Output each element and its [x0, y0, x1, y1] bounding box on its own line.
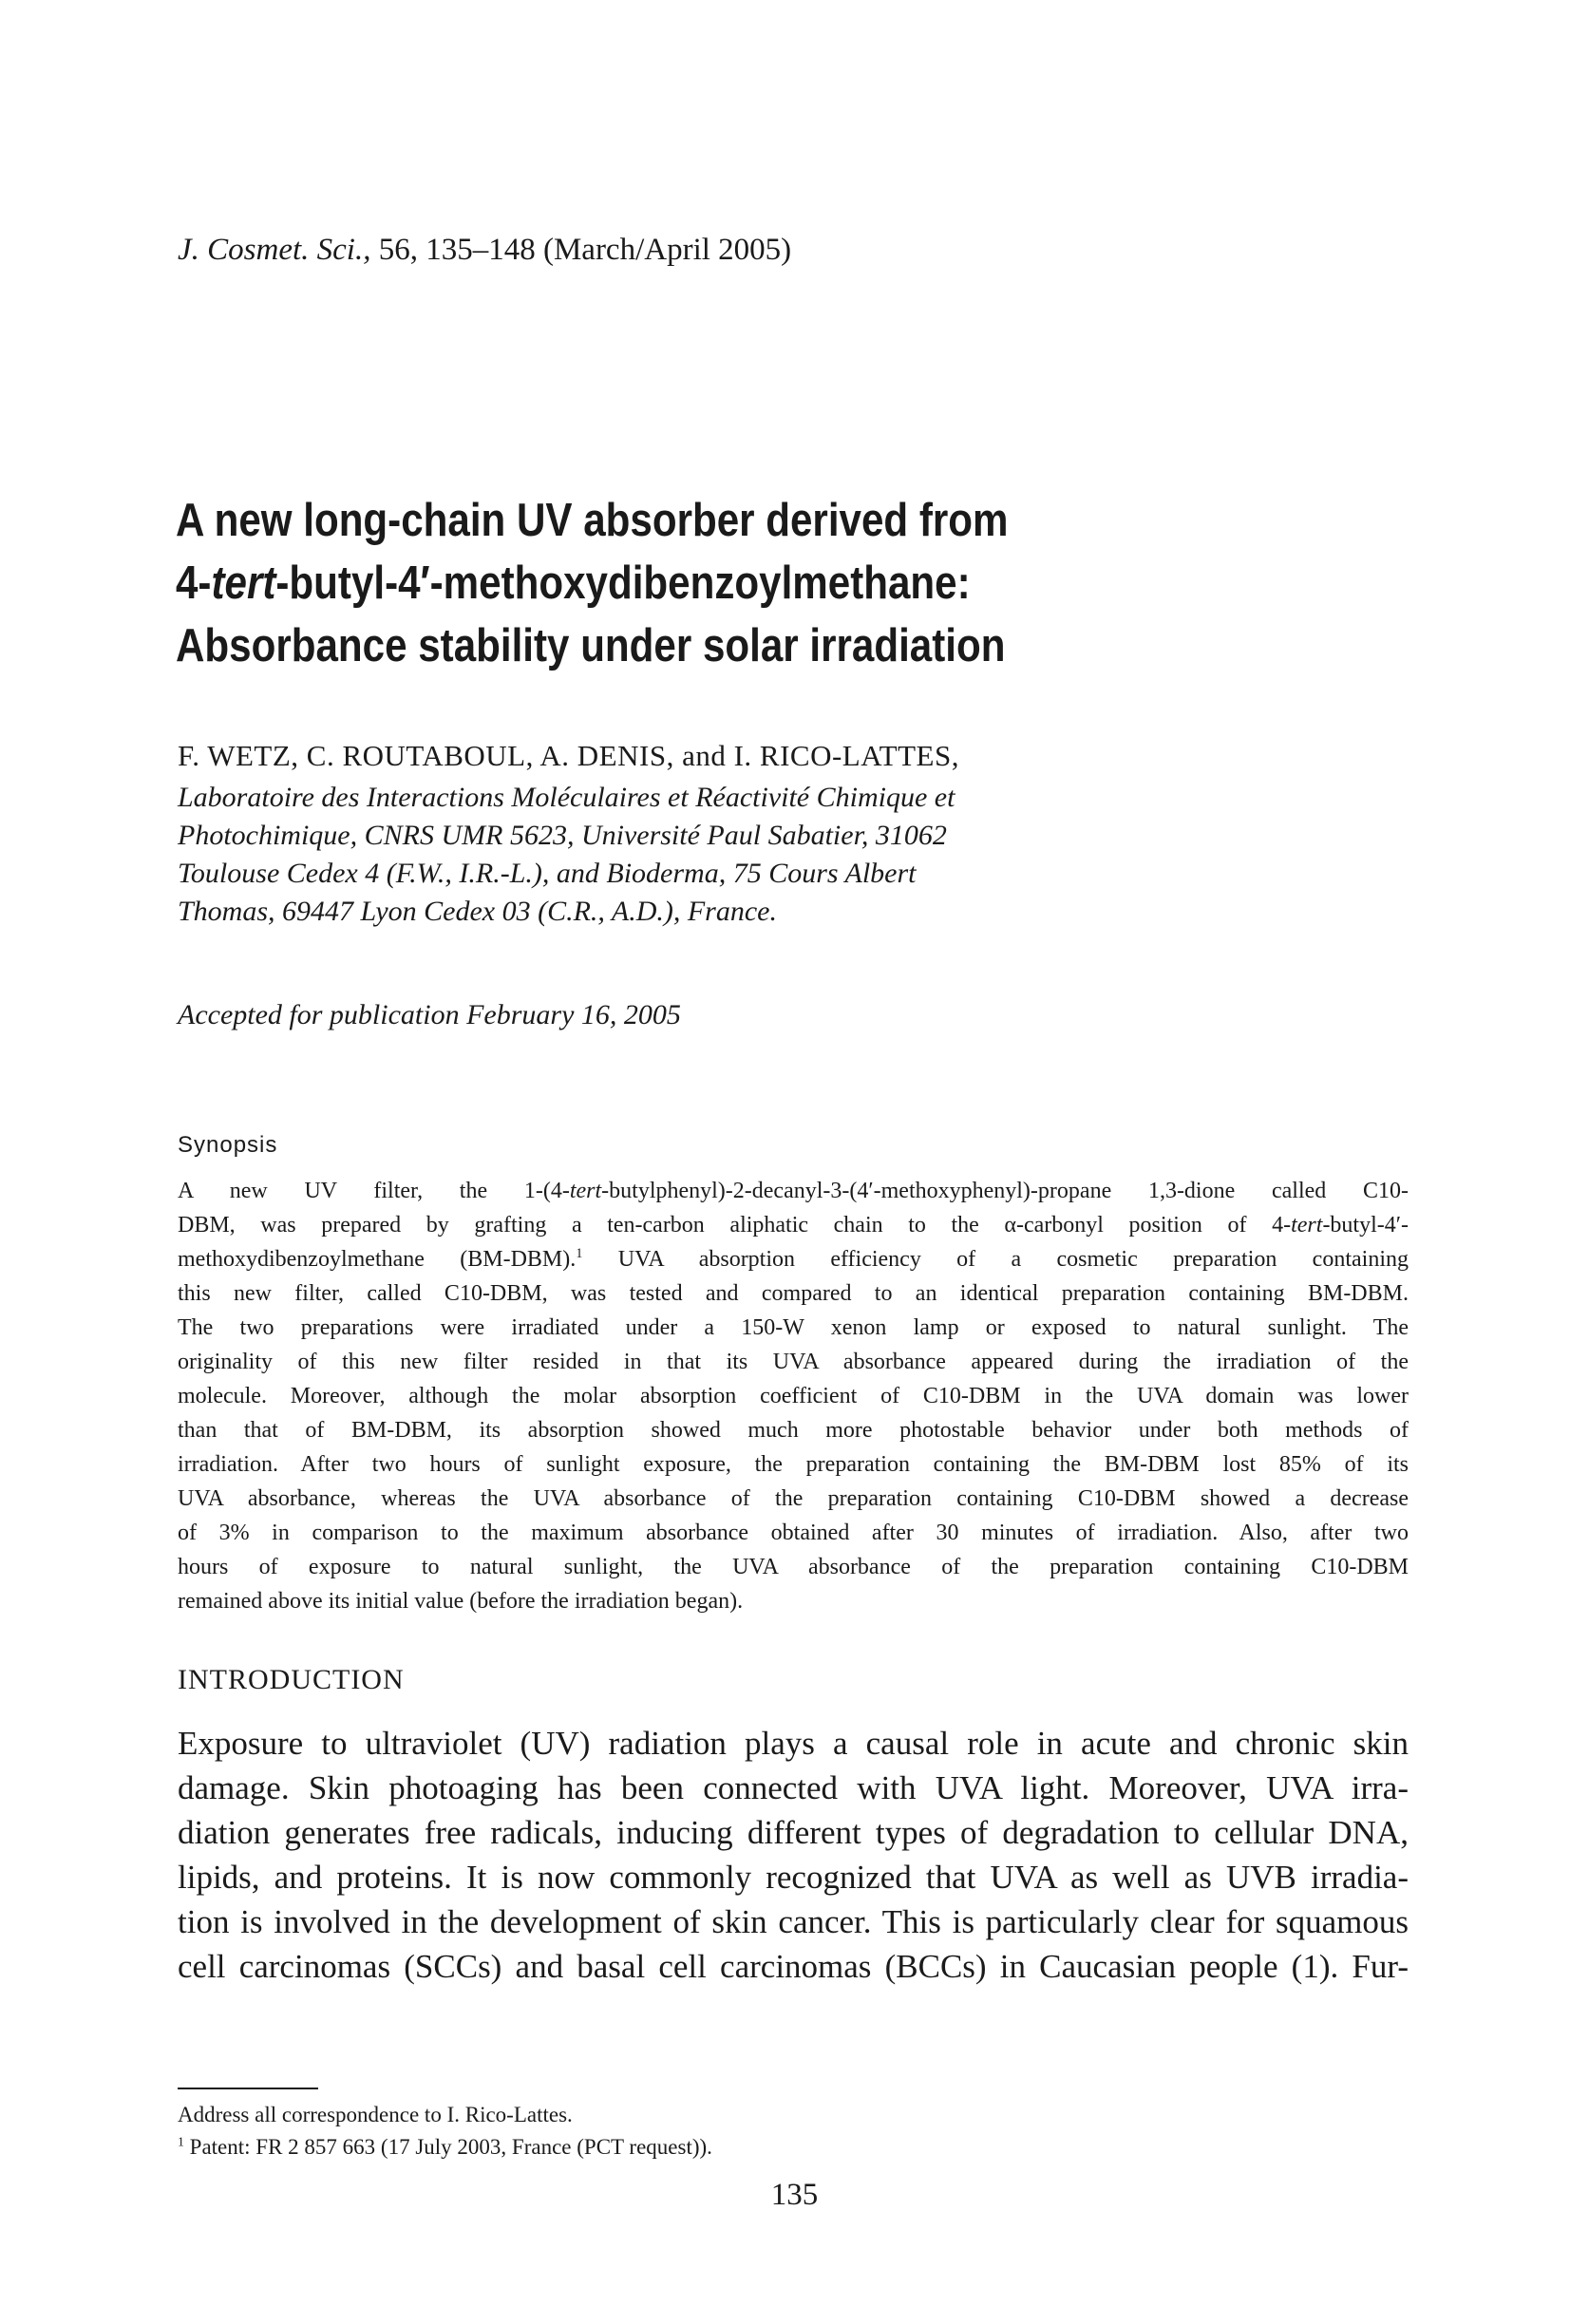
synopsis-text	[178, 1174, 1409, 1618]
section-heading-introduction: INTRODUCTION	[178, 1664, 405, 1695]
journal-pages-date: 135–148 (March/April 2005)	[426, 233, 792, 267]
title-tert: tert	[211, 557, 276, 609]
synopsis-line: The two preparations were irradiated under a 150-W xenon lamp or exposed to natural sunlight. The	[178, 1315, 1409, 1340]
intro-line: Exposure to ultraviolet (UV) radiation plays a causal role in acute and chronic skin	[178, 1725, 1409, 1762]
journal-reference	[178, 233, 791, 268]
synopsis-line: DBM, was prepared by grafting a ten-carbon aliphatic chain to the α-carbonyl position of 4-tert-butyl-4′-	[178, 1213, 1409, 1238]
title-line-1: A new long-chain UV absorber derived from	[176, 495, 1009, 546]
footnote-divider	[178, 2088, 318, 2089]
title-suffix: -butyl-4′-methoxydibenzoylmethane:	[275, 557, 971, 609]
synopsis-line: hours of exposure to natural sunlight, the UVA absorbance of the preparation containing C10-DBM	[178, 1555, 1409, 1579]
affiliation-line: Thomas, 69447 Lyon Cedex 03 (C.R., A.D.), France.	[178, 896, 777, 927]
synopsis-line: irradiation. After two hours of sunlight exposure, the preparation containing the BM-DBM lost 85% of its	[178, 1452, 1409, 1477]
title-prefix: 4-	[176, 557, 212, 609]
synopsis-line: than that of BM-DBM, its absorption showed much more photostable behavior under both methods of	[178, 1418, 1409, 1443]
footnote-ref: 1	[576, 1246, 583, 1261]
footnote-marker: 1	[178, 2134, 184, 2149]
footnote-1	[178, 2131, 712, 2163]
intro-line: diation generates free radicals, inducing different types of degradation to cellular DNA,	[178, 1814, 1409, 1851]
affiliation-line: Photochimique, CNRS UMR 5623, Université Paul Sabatier, 31062	[178, 820, 947, 851]
introduction-text	[178, 1721, 1409, 1989]
synopsis-line: UVA absorbance, whereas the UVA absorbance of the preparation containing C10-DBM showed a decrease	[178, 1486, 1409, 1511]
title-line-3: Absorbance stability under solar irradiation	[176, 620, 1006, 671]
affiliation	[178, 779, 1032, 931]
journal-name: J. Cosmet. Sci.,	[178, 233, 371, 267]
synopsis-line: of 3% in comparison to the maximum absorbance obtained after 30 minutes of irradiation. Also, after two	[178, 1521, 1409, 1545]
intro-line: damage. Skin photoaging has been connected with UVA light. Moreover, UVA irra-	[178, 1769, 1409, 1806]
synopsis-line: A new UV filter, the 1-(4-tert-butylphenyl)-2-decanyl-3-(4′-methoxyphenyl)-propane 1,3-dione called C10-	[178, 1179, 1409, 1203]
affiliation-line: Toulouse Cedex 4 (F.W., I.R.-L.), and Bioderma, 75 Cours Albert	[178, 858, 917, 889]
footnote-1-text: Patent: FR 2 857 663 (17 July 2003, France (PCT request)).	[183, 2135, 712, 2159]
accepted-date: Accepted for publication February 16, 2005	[178, 999, 681, 1030]
footnotes	[178, 2099, 712, 2163]
journal-volume: 56,	[378, 233, 418, 267]
affiliation-line: Laboratoire des Interactions Moléculaires et Réactivité Chimique et	[178, 782, 955, 813]
page-number: 135	[770, 2178, 819, 2212]
intro-line: cell carcinomas (SCCs) and basal cell carcinomas (BCCs) in Caucasian people (1). Fur-	[178, 1948, 1409, 1985]
synopsis-heading: Synopsis	[178, 1132, 278, 1158]
synopsis-line: remained above its initial value (before the irradiation began).	[178, 1589, 744, 1614]
title-line-2	[176, 552, 1238, 614]
synopsis-line: originality of this new filter resided in that its UVA absorbance appeared during the irradiation of the	[178, 1350, 1409, 1374]
correspondence-note: Address all correspondence to I. Rico-Lattes.	[178, 2103, 573, 2126]
intro-line: tion is involved in the development of skin cancer. This is particularly clear for squamous	[178, 1903, 1409, 1940]
synopsis-line: this new filter, called C10-DBM, was tested and compared to an identical preparation containing BM-DBM.	[178, 1281, 1409, 1306]
synopsis-line: molecule. Moreover, although the molar absorption coefficient of C10-DBM in the UVA domain was lower	[178, 1384, 1409, 1408]
author-list: F. WETZ, C. ROUTABOUL, A. DENIS, and I. RICO-LATTES,	[178, 739, 959, 772]
synopsis-line: methoxydibenzoylmethane (BM-DBM).$^1$ UVA absorption efficiency of a cosmetic preparation containing	[178, 1246, 1409, 1272]
article-title	[176, 489, 1238, 677]
intro-line: lipids, and proteins. It is now commonly recognized that UVA as well as UVB irradia-	[178, 1859, 1409, 1896]
